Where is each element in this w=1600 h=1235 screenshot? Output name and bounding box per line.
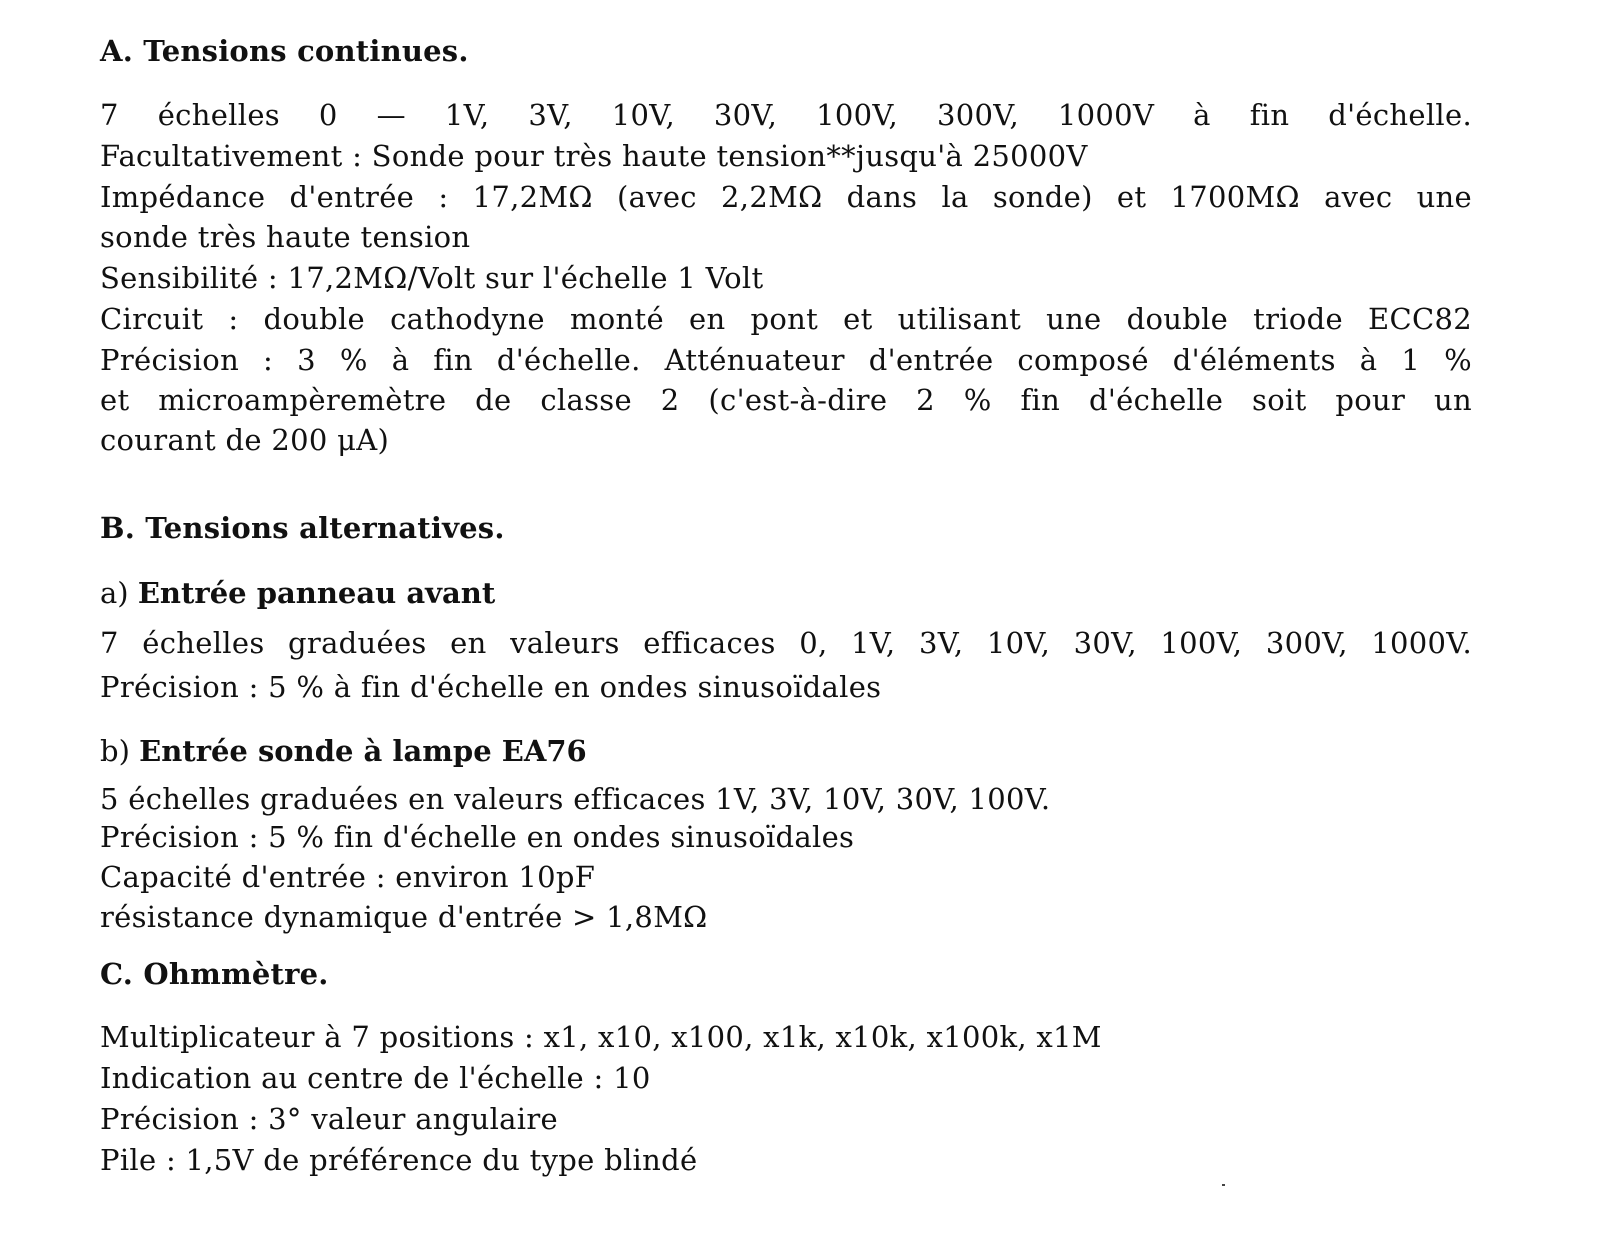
section-b-sub-a-line-2: Précision : 5 % à fin d'échelle en ondes sinusoïdales	[100, 670, 882, 704]
section-b-sub-b-line-4: résistance dynamique d'entrée > 1,8MΩ	[100, 900, 708, 934]
section-c-line-3: Précision : 3° valeur angulaire	[100, 1102, 558, 1136]
section-c-line-2: Indication au centre de l'échelle : 10	[100, 1061, 651, 1095]
section-b-sub-b-line-2: Précision : 5 % fin d'échelle en ondes sinusoïdales	[100, 820, 855, 854]
scan-speck	[1222, 1184, 1225, 1186]
section-c-line-4: Pile : 1,5V de préférence du type blindé	[100, 1143, 698, 1177]
section-b-title: B. Tensions alternatives.	[100, 511, 505, 545]
section-b-sub-b-line-3: Capacité d'entrée : environ 10pF	[100, 860, 596, 894]
sub-a-label: a)	[100, 576, 129, 610]
section-a-line-2: Facultativement : Sonde pour très haute tension**jusqu'à 25000V	[100, 139, 1088, 173]
section-a-line-7: Précision : 3 % à fin d'échelle. Atténuateur d'entrée composé d'éléments à 1 %	[100, 343, 1472, 377]
sub-a-name: Entrée panneau avant	[137, 576, 496, 610]
section-a-line-8: et microampèremètre de classe 2 (c'est-à-dire 2 % fin d'échelle soit pour un	[100, 383, 1472, 417]
section-b-sub-a-title	[100, 576, 495, 610]
sub-b-name: Entrée sonde à lampe EA76	[139, 734, 587, 768]
section-b-sub-a-line-1: 7 échelles graduées en valeurs efficaces 0, 1V, 3V, 10V, 30V, 100V, 300V, 1000V.	[100, 626, 1472, 660]
section-a-line-9: courant de 200 μA)	[100, 423, 390, 457]
section-a-line-1: 7 échelles 0 — 1V, 3V, 10V, 30V, 100V, 300V, 1000V à fin d'échelle.	[100, 98, 1472, 132]
section-c-line-1: Multiplicateur à 7 positions : x1, x10, x100, x1k, x10k, x100k, x1M	[100, 1020, 1102, 1054]
section-a-line-6: Circuit : double cathodyne monté en pont et utilisant une double triode ECC82	[100, 302, 1472, 336]
sub-b-label: b)	[100, 734, 130, 768]
section-a-line-5: Sensibilité : 17,2MΩ/Volt sur l'échelle 1 Volt	[100, 261, 764, 295]
section-b-sub-b-line-1: 5 échelles graduées en valeurs efficaces 1V, 3V, 10V, 30V, 100V.	[100, 782, 1051, 816]
section-a-line-3: Impédance d'entrée : 17,2MΩ (avec 2,2MΩ dans la sonde) et 1700MΩ avec une	[100, 180, 1472, 214]
section-a-line-4: sonde très haute tension	[100, 220, 471, 254]
section-c-title: C. Ohmmètre.	[100, 957, 329, 991]
section-b-sub-b-title	[100, 734, 587, 768]
section-a-title: A. Tensions continues.	[100, 34, 469, 68]
